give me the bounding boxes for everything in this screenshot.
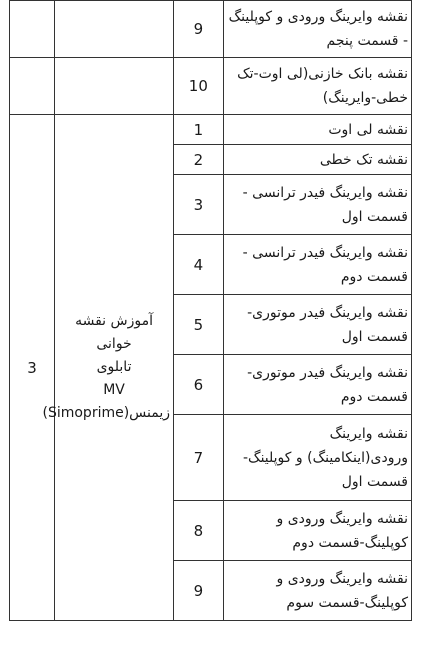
course-title-line: آموزش نقشه خوانی <box>75 313 153 352</box>
table-row <box>10 1 412 58</box>
part-title: نقشه لی اوت <box>223 115 411 145</box>
part-number: 8 <box>174 501 224 561</box>
part-title: نقشه وایرینگ فیدر ترانسی - قسمت اول <box>223 175 411 235</box>
part-number: 10 <box>174 58 224 115</box>
course-title <box>42 115 174 621</box>
part-number: 1 <box>174 115 224 145</box>
part-title: نقشه وایرینگ ورودی و کوپلینگ-قسمت سوم <box>223 561 411 621</box>
course-title-line: MV <box>103 382 125 398</box>
part-number: 4 <box>174 235 224 295</box>
course-title-line: زیمنس(Simoprime) <box>42 405 171 421</box>
table-row <box>10 58 412 115</box>
part-title: نقشه وایرینگ فیدر ترانسی - قسمت دوم <box>223 235 411 295</box>
part-number: 6 <box>174 355 224 415</box>
part-number: 7 <box>174 415 224 501</box>
course-title-cell <box>55 1 174 58</box>
course-number-cell <box>10 1 55 58</box>
course-title-line: تابلوی <box>96 359 132 375</box>
course-number-cell <box>10 58 55 115</box>
part-title: نقشه بانک خازنی(لی اوت-تک خطی-وایرینگ) <box>223 58 411 115</box>
part-number: 9 <box>174 1 224 58</box>
part-number: 9 <box>174 561 224 621</box>
course-number: 3 <box>10 115 55 621</box>
part-title: نقشه وایرینگ ورودی و کوپلینگ - قسمت پنجم <box>223 1 411 58</box>
course-title-cell <box>55 58 174 115</box>
part-title: نقشه وایرینگ ورودی(اینکامینگ) و کوپلینگ-قسمت اول <box>223 415 411 501</box>
part-title: نقشه وایرینگ فیدر موتوری-قسمت اول <box>223 295 411 355</box>
syllabus-table <box>9 0 412 621</box>
part-title: نقشه وایرینگ ورودی و کوپلینگ-قسمت دوم <box>223 501 411 561</box>
syllabus-table-container <box>9 0 412 643</box>
table-row <box>10 115 412 145</box>
part-number: 5 <box>174 295 224 355</box>
part-number: 2 <box>174 145 224 175</box>
part-number: 3 <box>174 175 224 235</box>
part-title: نقشه تک خطی <box>223 145 411 175</box>
part-title: نقشه وایرینگ فیدر موتوری-قسمت دوم <box>223 355 411 415</box>
